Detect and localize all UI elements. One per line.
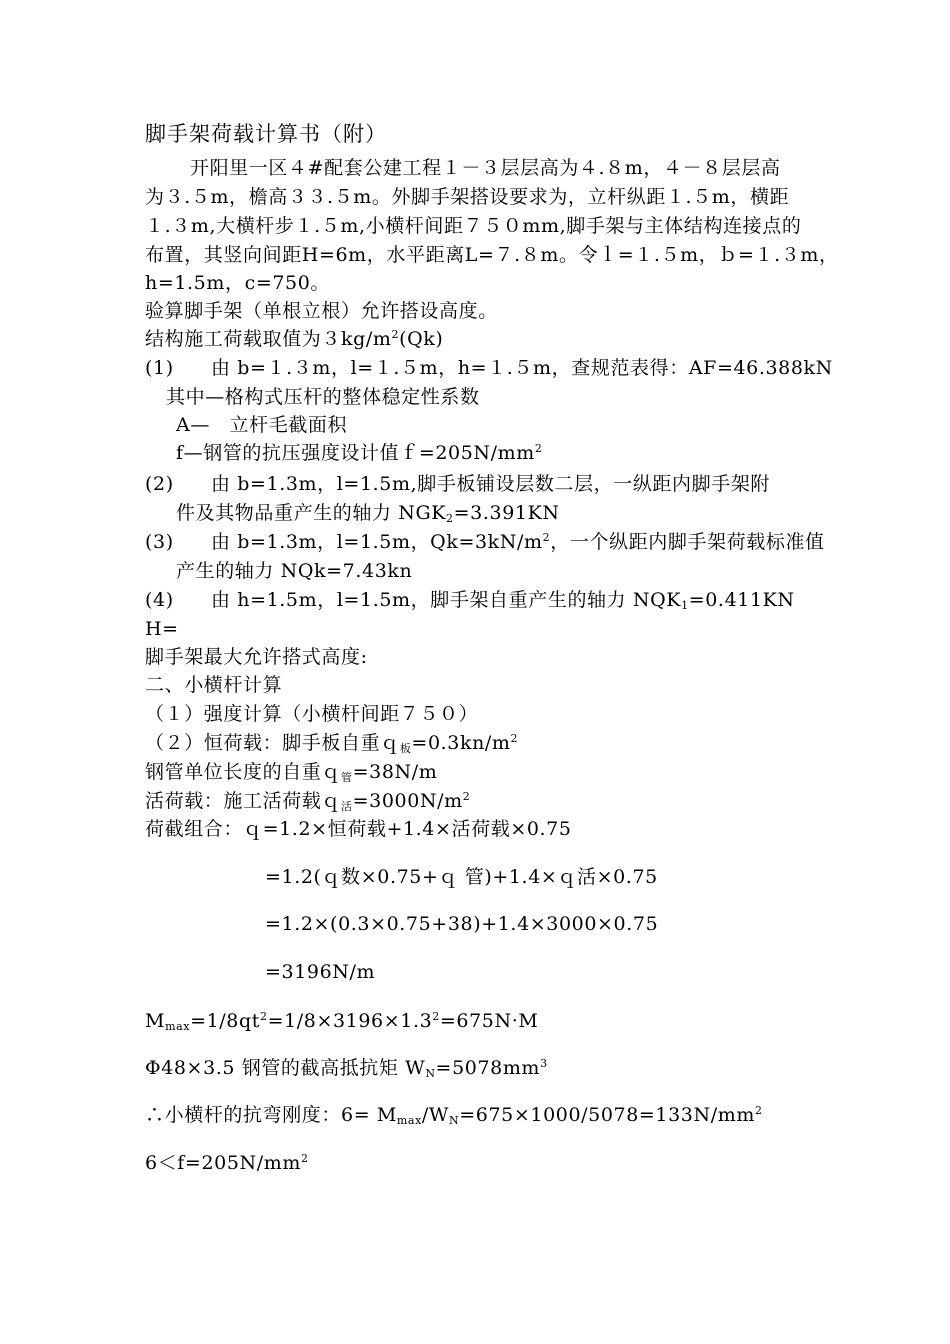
live-load-line [145,789,470,816]
item-3 [145,530,825,557]
moment-calc: =1/8×3196×1.3 [267,1010,433,1032]
item-1-desc-3-sup: 2 [534,442,543,455]
strength-calc-line: （１）强度计算（小横杆间距７５０） [145,703,479,725]
intro-line-3: １.３m,大横杆步１.５m,小横杆间距７５０mm,脚手架与主体结构连接点的 [145,215,802,237]
bending-stress-sub-2: N [449,1114,460,1127]
page-title: 脚手架荷载计算书（附） [145,122,387,146]
moment-m: M [145,1010,166,1032]
item-2-cont-sub: 2 [446,512,454,525]
pipe-weight-line [145,760,437,787]
check-heading: 验算脚手架（单根立根）允许搭设高度。 [145,300,498,322]
equation-line-3: =3196N/m [265,961,376,983]
item-2-cont-text: 件及其物品重产生的轴力 NGK [176,502,447,524]
item-2 [145,472,770,496]
dead-load-value: =0.3kn/m [411,732,511,754]
dead-load-line [145,731,518,758]
load-value-tail: (Qk) [399,328,444,350]
section-modulus-text: Φ48×3.5 钢管的截高抵抗矩 W [145,1057,426,1079]
intro-line-5: h=1.5m，c=750。 [145,272,331,294]
item-1-desc-3-text: f—钢管的抗压强度设计值ｆ=205N/mm [176,442,535,464]
moment-line [145,1009,538,1036]
dead-load-sub: 板 [399,742,412,755]
bending-stress-sup: 2 [754,1104,763,1117]
dead-load-sup: 2 [510,732,519,745]
conclusion-line [145,1151,309,1178]
load-value-line [145,327,443,354]
conclusion-text: 6＜f=205N/mm [145,1152,301,1174]
item-1-desc-1: 其中—格构式压杆的整体稳定性系数 [166,386,480,408]
item-4-sub: 1 [681,599,689,612]
moment-sub: max [165,1020,191,1033]
item-1-desc-3 [176,441,543,468]
item-3-cont: 产生的轴力 NQk=7.43kn [176,560,413,582]
intro-line-4: 布置，其竖向间距H=6m，水平距离L=７.８m。令ｌ=１.５m，ｂ=１.３m， [145,244,839,266]
bending-stress-value: =675×1000/5078=133N/mm [459,1104,755,1126]
section-modulus-value: =5078mm [435,1057,541,1079]
item-3-tail: ，一个纵距内脚手架荷载标准值 [550,531,825,553]
h-equation: H= [145,618,179,640]
section-modulus-sup: 3 [540,1057,548,1070]
dead-load-text: （２）恒荷载：脚手板自重ｑ [145,732,400,754]
item-3-sup: 2 [542,531,551,544]
moment-sup-1: 2 [259,1010,268,1023]
live-load-sub: 活 [341,800,353,813]
section-modulus-sub: N [425,1067,436,1080]
moment-result: =675N·M [439,1010,539,1032]
item-4-tail: =0.411KN [688,589,795,611]
item-2-number: (2) [145,473,174,495]
section-2-heading: 二、小横杆计算 [145,674,283,696]
equation-line-1: =1.2(ｑ数×0.75+ｑ 管)+1.4×ｑ活×0.75 [265,866,658,888]
max-height-line: 脚手架最大允许搭式高度: [145,646,368,668]
pipe-weight-sub: 管 [341,771,353,784]
item-4-text: 由 h=1.5m，l=1.5m，脚手架自重产生的轴力 NQK [211,589,682,611]
equation-line-2: =1.2×(0.3×0.75+38)+1.4×3000×0.75 [265,913,659,935]
item-2-text: 由 b=1.3m，l=1.5m,脚手板铺设层数二层，一纵距内脚手架附 [211,473,771,495]
pipe-weight-text: 钢管单位长度的自重ｑ [145,761,342,783]
item-1-text: 由 b=１.３m，l=１.５m，h=１.５m，查规范表得：AF=46.388kN [211,357,833,379]
section-modulus-line [145,1056,548,1083]
live-load-sup: 2 [462,790,471,803]
bending-stress-sub-1: max [396,1114,422,1127]
item-4-number: (4) [145,589,174,611]
item-1-number: (1) [145,357,174,379]
item-2-cont-tail: =3.391KN [453,502,560,524]
live-load-text: 活荷载：施工活荷载ｑ [145,790,342,812]
item-4 [145,588,795,615]
item-2-cont [176,501,560,528]
item-1 [145,356,833,380]
bending-stress-line [145,1103,763,1130]
moment-formula: =1/8qt [190,1010,260,1032]
bending-stress-w: /W [421,1104,450,1126]
item-1-desc-2: A— 立杆毛截面积 [176,414,348,436]
load-combination-line: 荷截组合：ｑ=1.2×恒荷载+1.4×活荷载×0.75 [145,818,572,840]
intro-line-2: 为３.５m，檐高３３.５m。外脚手架搭设要求为，立杆纵距１.５m，横距 [145,186,790,208]
intro-line-1: 开阳里一区４#配套公建工程１－３层层高为４.８m，４－８层层高 [190,157,781,179]
item-3-text: 由 b=1.3m，l=1.5m，Qk=3kN/m [211,531,543,553]
pipe-weight-value: =38N/m [352,761,438,783]
item-3-number: (3) [145,531,174,553]
live-load-value: =3000N/m [352,790,463,812]
load-value-sup: 2 [391,328,400,341]
conclusion-sup: 2 [300,1152,309,1165]
bending-stress-text: ∴小横杆的抗弯刚度：6= M [145,1104,397,1126]
load-value-text: 结构施工荷载取值为３kg/m [145,328,392,350]
moment-sup-2: 2 [432,1010,440,1023]
